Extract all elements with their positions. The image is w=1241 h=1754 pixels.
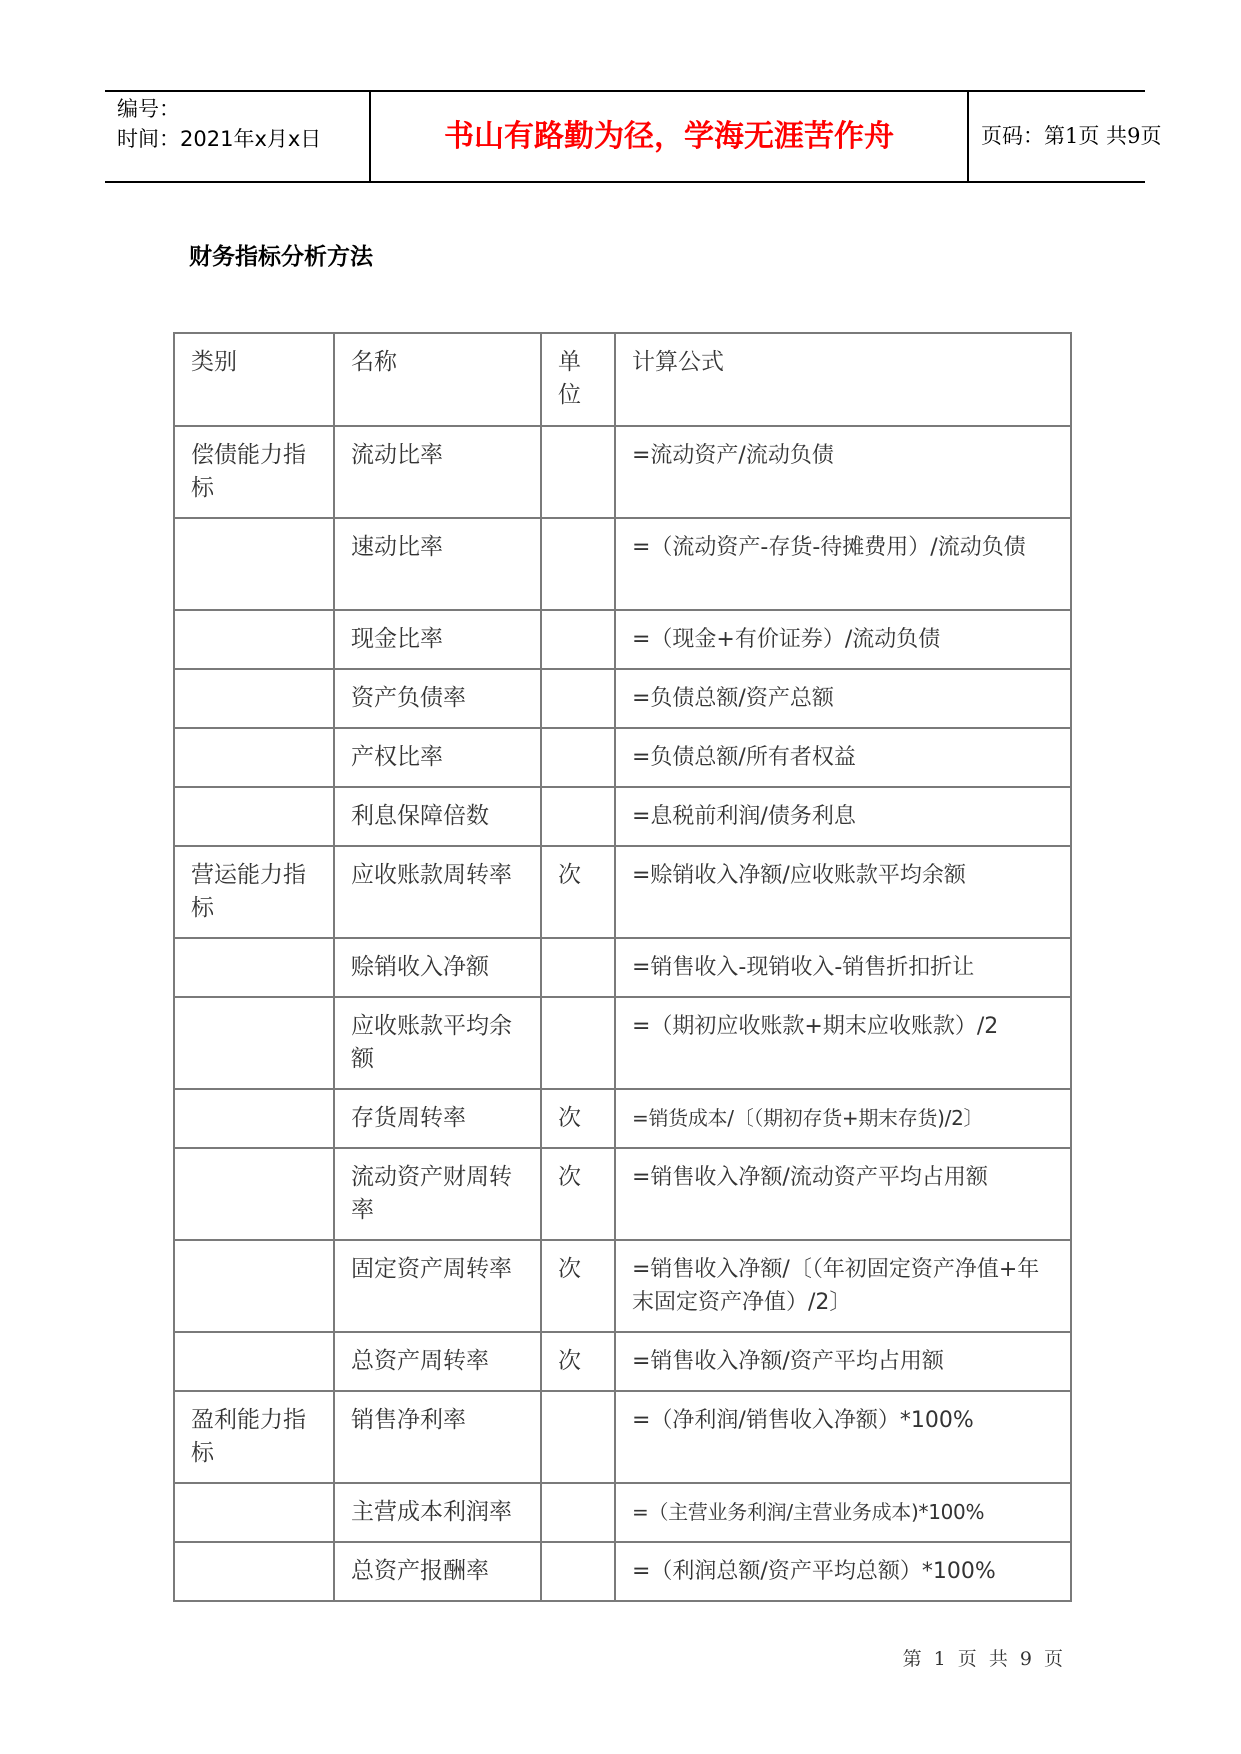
category-cell [174, 1542, 334, 1601]
unit-cell: 次 [541, 1089, 615, 1148]
table-row [174, 787, 1071, 846]
category-cell [174, 787, 334, 846]
name-cell: 产权比率 [334, 728, 541, 787]
table-row [174, 846, 1071, 938]
name-cell: 存货周转率 [334, 1089, 541, 1148]
number-label: 编号： [117, 97, 180, 121]
table-row [174, 669, 1071, 728]
formula-cell: =（净利润/销售收入净额）*100% [615, 1391, 1071, 1483]
formula-cell: =流动资产/流动负债 [615, 426, 1071, 518]
name-cell: 速动比率 [334, 518, 541, 610]
unit-cell [541, 997, 615, 1089]
category-cell [174, 1483, 334, 1542]
header-meta [117, 94, 367, 154]
column-header: 名称 [334, 333, 541, 426]
name-cell: 销售净利率 [334, 1391, 541, 1483]
page-current: 1 [1065, 124, 1079, 148]
table-row [174, 610, 1071, 669]
column-header: 计算公式 [615, 333, 1071, 426]
name-cell: 总资产报酬率 [334, 1542, 541, 1601]
name-cell: 总资产周转率 [334, 1332, 541, 1391]
formula-cell: =销售收入净额/流动资产平均占用额 [615, 1148, 1071, 1240]
formula-cell: =（流动资产-存货-待摊费用）/流动负债 [615, 518, 1071, 610]
category-cell [174, 1148, 334, 1240]
table-row [174, 1542, 1071, 1601]
name-cell: 主营成本利润率 [334, 1483, 541, 1542]
unit-cell [541, 728, 615, 787]
table-row [174, 1332, 1071, 1391]
unit-cell: 次 [541, 1332, 615, 1391]
category-cell [174, 1089, 334, 1148]
name-cell: 固定资产周转率 [334, 1240, 541, 1332]
table-row [174, 1391, 1071, 1483]
formula-cell: =负债总额/所有者权益 [615, 728, 1071, 787]
unit-cell [541, 1542, 615, 1601]
unit-cell: 次 [541, 1148, 615, 1240]
unit-cell [541, 669, 615, 728]
page-label: 页码：第 [981, 124, 1065, 148]
category-cell [174, 997, 334, 1089]
formula-cell: =（主营业务利润/主营业务成本)*100% [615, 1483, 1071, 1542]
unit-cell [541, 787, 615, 846]
unit-cell: 次 [541, 846, 615, 938]
time-label: 时间：2021年x月x日 [117, 127, 322, 151]
category-cell [174, 1240, 334, 1332]
table-row [174, 997, 1071, 1089]
unit-cell [541, 1483, 615, 1542]
table-row [174, 1240, 1071, 1332]
formula-cell: =负债总额/资产总额 [615, 669, 1071, 728]
category-cell [174, 518, 334, 610]
table-row [174, 938, 1071, 997]
formula-cell: =销货成本/〔（期初存货+期末存货)/2〕 [615, 1089, 1071, 1148]
category-cell: 营运能力指标 [174, 846, 334, 938]
page-total: 9 [1127, 124, 1141, 148]
financial-indicator-table [173, 332, 1072, 1602]
unit-cell [541, 426, 615, 518]
formula-cell: =销售收入-现销收入-销售折扣折让 [615, 938, 1071, 997]
category-cell [174, 1332, 334, 1391]
table-header-row [174, 333, 1071, 426]
name-cell: 现金比率 [334, 610, 541, 669]
name-cell: 应收账款平均余额 [334, 997, 541, 1089]
header-divider [967, 92, 969, 181]
category-cell: 盈利能力指标 [174, 1391, 334, 1483]
document-title: 财务指标分析方法 [189, 244, 373, 270]
name-cell: 赊销收入净额 [334, 938, 541, 997]
category-cell [174, 610, 334, 669]
header-motto: 书山有路勤为径，学海无涯苦作舟 [444, 119, 894, 154]
page-header [105, 90, 1162, 183]
name-cell: 应收账款周转率 [334, 846, 541, 938]
formula-cell: =销售收入净额/〔（年初固定资产净值+年末固定资产净值）/2〕 [615, 1240, 1071, 1332]
page-footer: 第 1 页 共 9 页 [902, 1648, 1063, 1670]
table-row [174, 1089, 1071, 1148]
formula-cell: =息税前利润/债务利息 [615, 787, 1071, 846]
unit-cell [541, 938, 615, 997]
table-row [174, 1148, 1071, 1240]
formula-cell: =（现金+有价证券）/流动负债 [615, 610, 1071, 669]
page-mid: 页 共 [1078, 124, 1128, 148]
unit-cell [541, 1391, 615, 1483]
category-cell [174, 728, 334, 787]
page-end: 页 [1140, 124, 1162, 148]
formula-cell: =（利润总额/资产平均总额）*100% [615, 1542, 1071, 1601]
header-page-number [981, 92, 1161, 181]
name-cell: 利息保障倍数 [334, 787, 541, 846]
unit-cell [541, 610, 615, 669]
column-header: 类别 [174, 333, 334, 426]
name-cell: 资产负债率 [334, 669, 541, 728]
formula-cell: =赊销收入净额/应收账款平均余额 [615, 846, 1071, 938]
formula-cell: =销售收入净额/资产平均占用额 [615, 1332, 1071, 1391]
unit-cell: 次 [541, 1240, 615, 1332]
table-row [174, 518, 1071, 610]
category-cell [174, 669, 334, 728]
unit-cell [541, 518, 615, 610]
formula-cell: =（期初应收账款+期末应收账款）/2 [615, 997, 1071, 1089]
name-cell: 流动比率 [334, 426, 541, 518]
table-row [174, 728, 1071, 787]
category-cell: 偿债能力指标 [174, 426, 334, 518]
name-cell: 流动资产财周转率 [334, 1148, 541, 1240]
column-header: 单位 [541, 333, 615, 426]
category-cell [174, 938, 334, 997]
table-row [174, 426, 1071, 518]
table-row [174, 1483, 1071, 1542]
